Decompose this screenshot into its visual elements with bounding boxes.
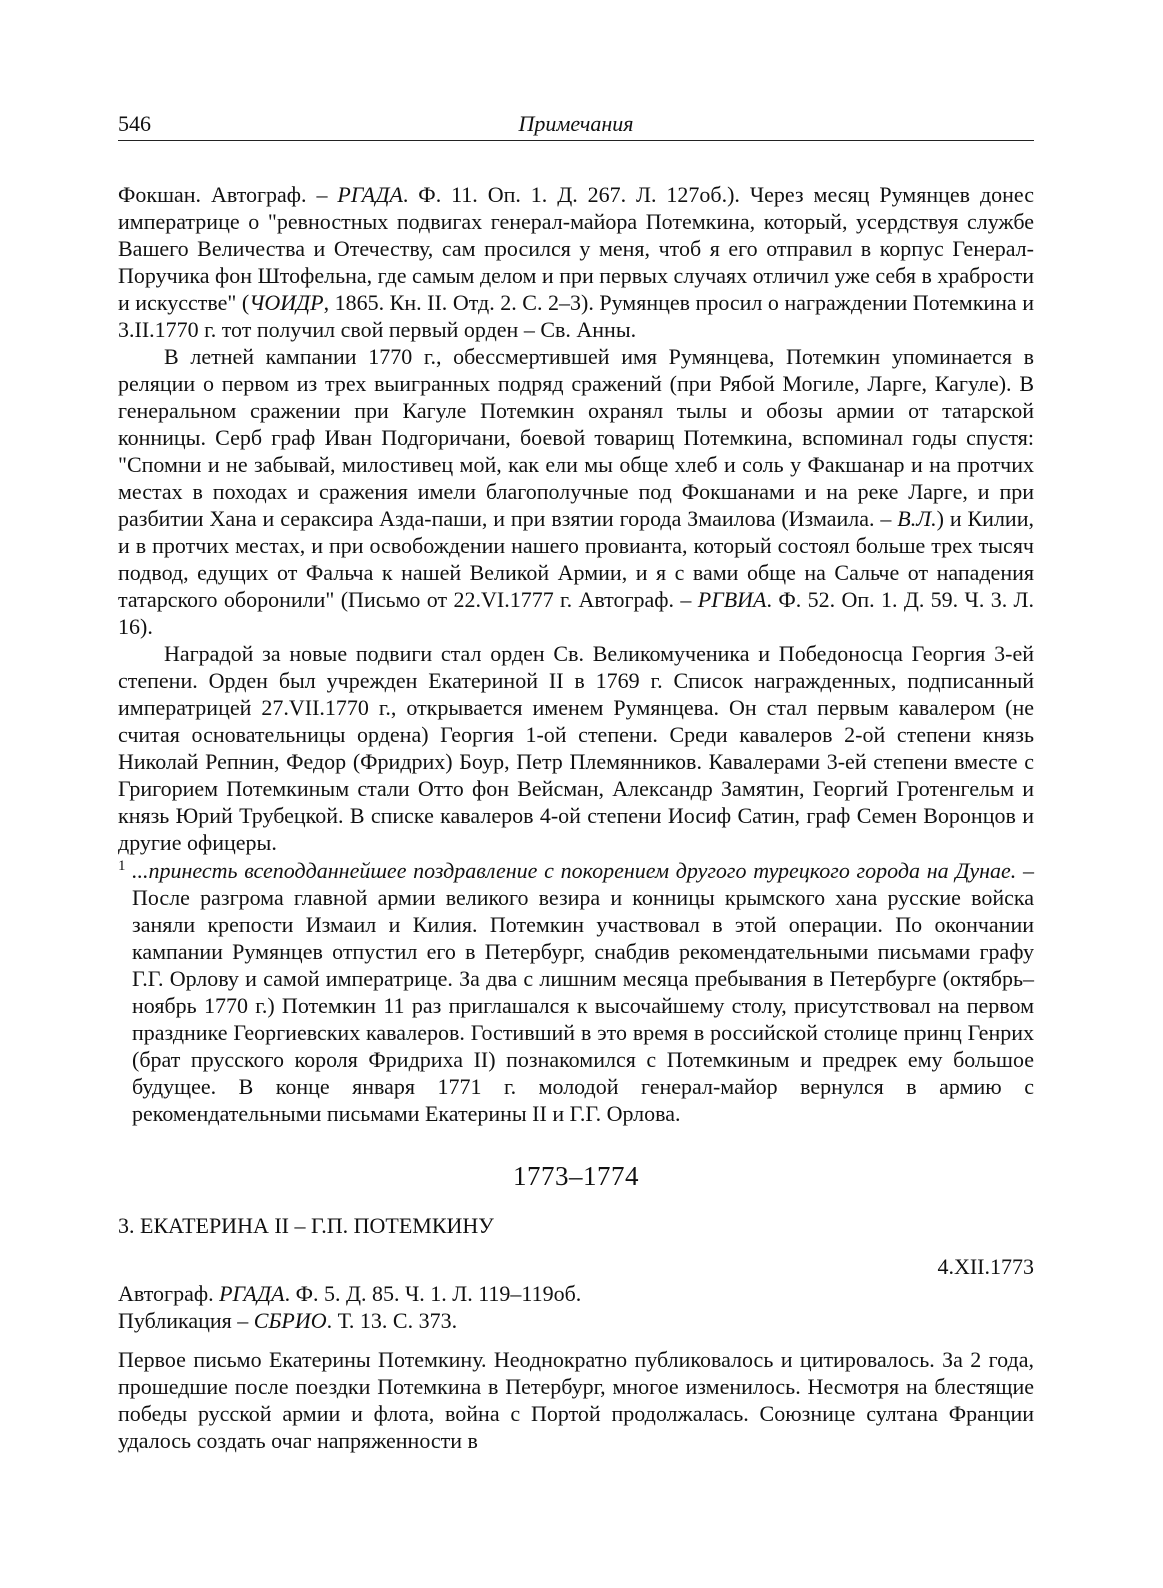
section-years-heading: 1773–1774 — [513, 1161, 639, 1191]
document-source-2: Публикация – СБРИО. Т. 13. С. 373. — [118, 1308, 458, 1333]
document-source-1: Автограф. РГАДА. Ф. 5. Д. 85. Ч. 1. Л. 119–119об. — [118, 1281, 582, 1306]
paragraph-3: Наградой за новые подвиги стал орден Св. Великомученика и Победоносца Георгия 3-ей степени. Орден был учрежден Екатериной II в 1769 г. Список награжденных, подписанный императрицей 27.VII.1770 г., открывается именем Румянцева. Он стал первым кавалером (не считая основательницы ордена) Георгия 1-ой степени. Среди кавалеров 2-ой степени князь Николай Репнин, Федор (Фридрих) Боур, Петр Племянников. Кавалерами 3-ей степени вместе с Григорием Потемкиным стали Отто фон Вейсман, Александр Замятин, Георгий Гротенгельм и князь Юрий Трубецкой. В списке кавалеров 4-ой степени Иосиф Сатин, граф Семен Воронцов и другие офицеры. — [118, 641, 1034, 855]
page — [118, 104, 1034, 1454]
paragraph-1: Фокшан. Автограф. – РГАДА. Ф. 11. Оп. 1. Д. 267. Л. 127об.). Через месяц Румянцев донес императрице о "ревностных подвигах генерал-майора Потемкина, который, усердствуя службе Вашего Величества и Отечеству, сам просился у меня, чтоб я его отправил в корпус Генерал-Поручика фон Штофельна, где самым делом и при первых случаях отличил уже себя в храбрости и искусстве" (ЧОИДР, 1865. Кн. II. Отд. 2. С. 2–3). Румянцев просил о награждении Потемкина и 3.II.1770 г. тот получил свой первый орден – Св. Анны. — [118, 182, 1034, 342]
footnote-mark: 1 — [118, 858, 126, 874]
document-date: 4.XII.1773 — [937, 1254, 1034, 1279]
page-body — [118, 181, 1034, 1454]
footnote-text: – После разгрома главной армии великого везира и конницы крымского хана русские войска заняли крепости Измаил и Килия. Потемкин участвовал в этой операции. По окончании кампании Румянцев отпустил его в Петербург, снабдив рекомендательными письмами графу Г.Г. Орлову и самой императрице. За два с лишним месяца пребывания в Петербурге (октябрь–ноябрь 1770 г.) Потемкин 11 раз приглашался к высочайшему столу, присутствовал на первом празднике Георгиевских кавалеров. Гостивший в это время в российской столице принц Генрих (брат прусского короля Фридриха II) познакомился с Потемкиным и предрек ему большое будущее. В конце января 1771 г. молодой генерал-майор вернулся в армию с рекомендательными письмами Екатерины II и Г.Г. Орлова. — [132, 858, 1034, 1126]
document-commentary: Первое письмо Екатерины Потемкину. Неоднократно публиковалось и цитировалось. За 2 года, прошедшие после поездки Потемкина в Петербург, многое изменилось. Несмотря на блестящие победы русской армии и флота, война с Портой продолжалась. Союзнице султана Франции удалось создать очаг напряженности в — [118, 1347, 1034, 1453]
document-title: 3. ЕКАТЕРИНА II – Г.П. ПОТЕМКИНУ — [118, 1213, 494, 1238]
page-header — [118, 104, 1034, 141]
running-title: Примечания — [518, 111, 634, 136]
page-number: 546 — [118, 111, 151, 136]
footnote-lemma: ...принесть всеподданнейшее поздравление с покорением другого турецкого города на Дунае. — [132, 858, 1017, 883]
footnote — [118, 857, 1034, 1127]
paragraph-2: В летней кампании 1770 г., обессмертившей имя Румянцева, Потемкин упоминается в реляции о первом из трех выигранных подряд сражений (при Рябой Могиле, Ларге, Кагуле). В генеральном сражении при Кагуле Потемкин охранял тылы и обозы армии от татарской конницы. Серб граф Иван Подгоричани, боевой товарищ Потемкина, вспоминал годы спустя: "Спомни и не забывай, милостивец мой, как ели мы обще хлеб и соль у Факшанар и на протчих местах в походах и сражения имели благополучные под Фокшанами и на реке Ларге, и при разбитии Хана и сераксира Азда-паши, и при взятии города Змаилова (Измаила. – В.Л.) и Килии, и в протчих местах, и при освобождении нашего провианта, который состоял больше трех тысяч подвод, едущих от Фальча к нашей Великой Армии, и я с вами обще на Сальче от нападения татарского оборонили" (Письмо от 22.VI.1777 г. Автограф. – РГВИА. Ф. 52. Оп. 1. Д. 59. Ч. 3. Л. 16). — [118, 344, 1034, 639]
